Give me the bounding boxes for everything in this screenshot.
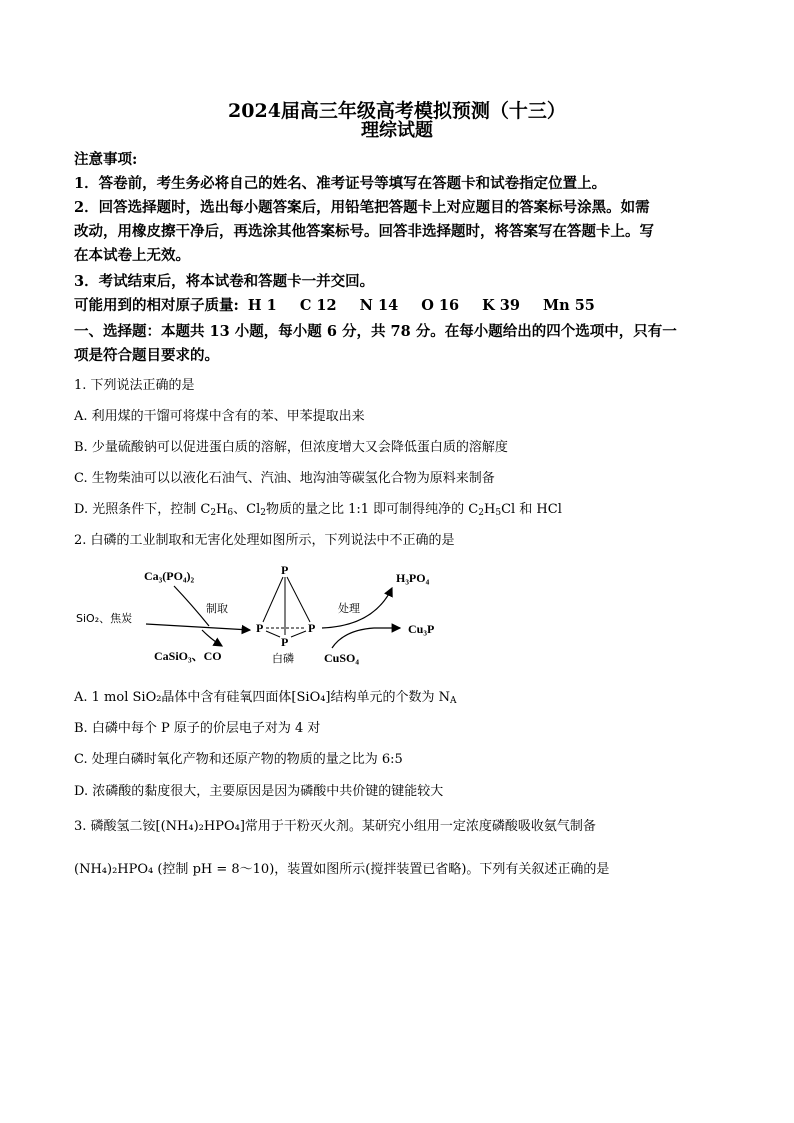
question-2-option-d: D. 浓磷酸的黏度很大，主要原因是因为磷酸中共价键的键能较大 bbox=[74, 784, 444, 799]
section-1-line-2: 项是符合题目要求的。 bbox=[74, 347, 219, 364]
q1-d-part: D. 光照条件下，控制 C bbox=[74, 502, 211, 517]
q1-d-part: 、Cl bbox=[233, 502, 261, 517]
copper-arrow bbox=[332, 628, 400, 648]
step-2-label: 处理 bbox=[338, 602, 360, 615]
white-phosphorus-molecule bbox=[256, 563, 315, 649]
white-phosphorus-label: 白磷 bbox=[272, 652, 294, 665]
exam-title: 2024届高三年级高考模拟预测（十三） bbox=[228, 100, 566, 122]
question-1-option-c: C. 生物柴油可以以液化石油气、汽油、地沟油等碳氢化合物为原料来制备 bbox=[74, 471, 495, 486]
byproducts-label: CaSiO₃、CO bbox=[154, 649, 222, 663]
byproduct-arrow bbox=[202, 630, 222, 646]
p-atom: P bbox=[308, 621, 316, 635]
note-2-line-3: 在本试卷上无效。 bbox=[74, 247, 190, 264]
question-2-option-b: B. 白磷中每个 P 原子的价层电子对为 4 对 bbox=[74, 721, 321, 736]
p-atom: P bbox=[256, 621, 264, 635]
p-atom: P bbox=[281, 635, 289, 649]
question-1-stem: 1. 下列说法正确的是 bbox=[74, 378, 195, 393]
product-right-label: Cu₃P bbox=[408, 622, 435, 636]
note-1: 1．答卷前，考生务必将自己的姓名、准考证号等填写在答题卡和试卷指定位置上。 bbox=[74, 175, 607, 192]
notes-heading: 注意事项: bbox=[74, 151, 138, 168]
atomic-mass-item: O 16 bbox=[421, 297, 460, 314]
q2-a-subscript: A bbox=[450, 696, 457, 706]
atomic-mass-item: H 1 bbox=[247, 297, 277, 314]
reactant-top-label: Ca₃(PO₄)₂ bbox=[144, 569, 195, 583]
question-2-option-a bbox=[74, 686, 457, 705]
question-3-line-1: 3. 磷酸氢二铵[(NH₄)₂HPO₄]常用于干粉灭火剂。某研究小组用一定浓度磷酸吸收氨气制备 bbox=[74, 819, 596, 834]
reactant-bottom-label: CuSO₄ bbox=[324, 651, 359, 665]
reactant-left-label: SiO₂、焦炭 bbox=[76, 612, 133, 625]
question-1-option-a: A. 利用煤的干馏可将煤中含有的苯、甲苯提取出来 bbox=[74, 409, 365, 424]
product-top-label: H₃PO₄ bbox=[396, 571, 430, 585]
step-1-label: 制取 bbox=[206, 602, 228, 615]
q1-d-part: 物质的量之比 1:1 即可制得纯净的 C bbox=[265, 502, 479, 517]
exam-subtitle: 理综试题 bbox=[361, 120, 433, 141]
atomic-masses-label: 可能用到的相对原子质量: bbox=[74, 297, 239, 314]
feed-curve bbox=[174, 586, 209, 626]
white-phosphorus-diagram bbox=[74, 560, 454, 670]
q1-d-part: Cl 和 HCl bbox=[501, 502, 562, 517]
q2-a-text: A. 1 mol SiO₂晶体中含有硅氧四面体[SiO₄]结构单元的个数为 N bbox=[74, 690, 451, 705]
question-2-option-c: C. 处理白磷时氧化产物和还原产物的物质的量之比为 6:5 bbox=[74, 752, 403, 767]
atomic-mass-item: Mn 55 bbox=[543, 297, 595, 314]
question-1-option-b: B. 少量硫酸钠可以促进蛋白质的溶解，但浓度增大又会降低蛋白质的溶解度 bbox=[74, 440, 508, 455]
atomic-masses bbox=[74, 294, 613, 315]
p-atom: P bbox=[281, 563, 289, 577]
note-2-line-2: 改动，用橡皮擦干净后，再选涂其他答案标号。回答非选择题时，将答案写在答题卡上。写 bbox=[74, 223, 654, 240]
question-2-stem: 2. 白磷的工业制取和无害化处理如图所示，下列说法中不正确的是 bbox=[74, 533, 455, 548]
question-1-option-d: D. 光照条件下，控制 $C_2H_6$、$Cl_2$物质的量之比 1:1 即可制得纯净的 $C_2H_5Cl$ 和 HCl bbox=[74, 502, 562, 518]
production-arrow bbox=[146, 624, 250, 630]
atomic-mass-item: C 12 bbox=[299, 297, 337, 314]
section-1-line-1: 一、选择题：本题共 13 小题，每小题 6 分，共 78 分。在每小题给出的四个选项中，只有一 bbox=[74, 323, 677, 340]
question-3-line-2: (NH₄)₂HPO₄ (控制 pH = 8～10)，装置如图所示(搅拌装置已省略)。下列有关叙述正确的是 bbox=[74, 862, 610, 877]
atomic-mass-item: N 14 bbox=[359, 297, 399, 314]
note-3: 3．考试结束后，将本试卷和答题卡一并交回。 bbox=[74, 273, 375, 290]
atomic-mass-item: K 39 bbox=[482, 297, 520, 314]
note-2-line-1: 2．回答选择题时，选出每小题答案后，用铅笔把答题卡上对应题目的答案标号涂黑。如需 bbox=[74, 199, 650, 216]
